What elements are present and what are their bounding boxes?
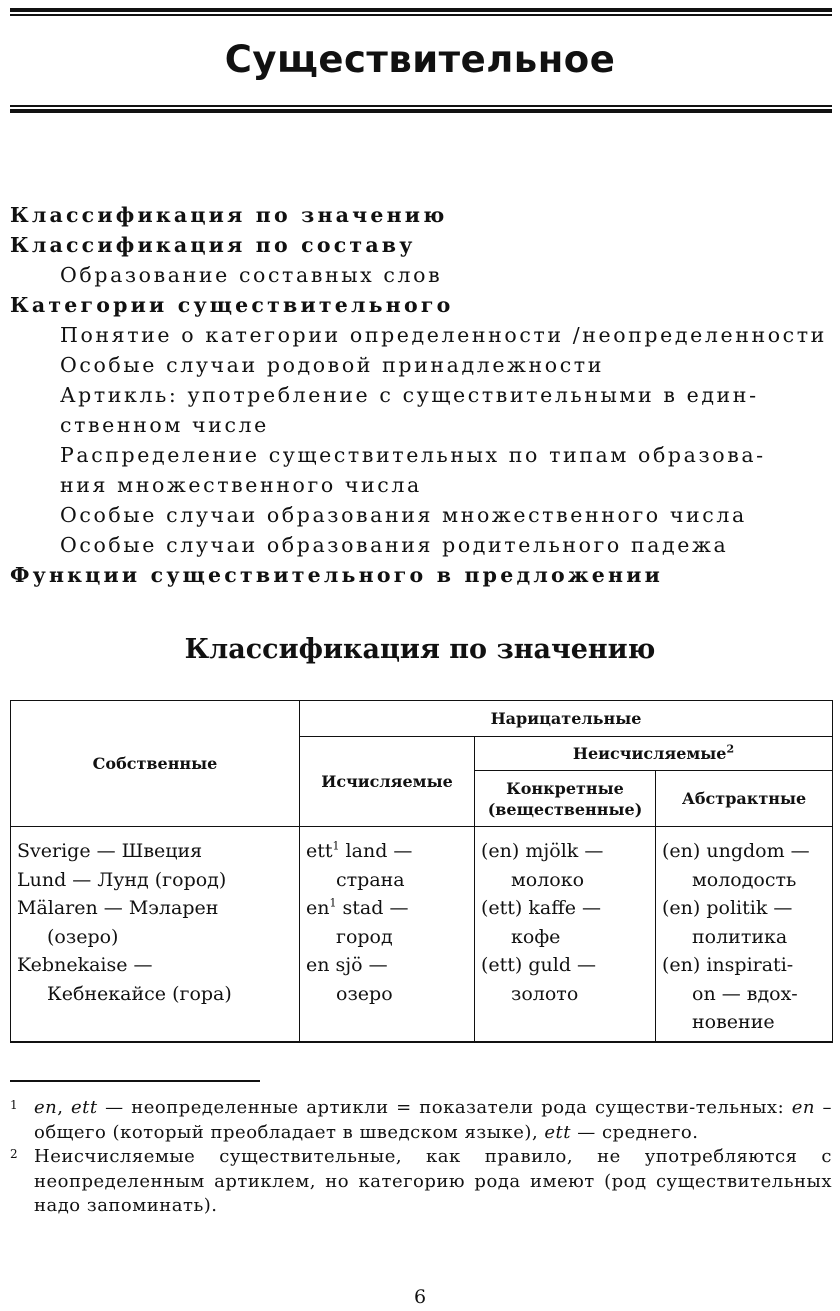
noun-entry-text: Mälaren — Мэларен (17, 897, 219, 919)
noun-entry-translation: кофе (511, 925, 561, 948)
noun-entry (662, 1008, 828, 1037)
noun-entry (306, 837, 470, 894)
countable-nouns-cell (300, 827, 475, 1042)
noun-entry (306, 951, 470, 1008)
article-en: en (34, 1097, 58, 1118)
noun-entry-translation: on — вдох- (692, 982, 798, 1005)
noun-entry-translation: политика (692, 925, 788, 948)
footnote-text: Неисчисляемые существительные, как правило, не употребляются с неопределенным артиклем, но категорию рода имеют (род существительных надо запоминать). (34, 1146, 832, 1216)
noun-entry-translation: озеро (336, 982, 393, 1005)
footnote-text: — среднего. (571, 1121, 699, 1143)
toc-item: Классификация по значению (10, 203, 448, 227)
top-rule-thick (10, 8, 832, 12)
noun-entry (17, 894, 295, 951)
noun-entry (17, 866, 295, 895)
title-rule-thin (10, 105, 832, 107)
toc-item: Особые случаи родовой принадлежности (60, 353, 605, 377)
footnotes (10, 1096, 832, 1219)
noun-entry-text: Sverige — Швеция (17, 840, 203, 862)
proper-nouns-cell (11, 827, 300, 1042)
chapter-title: Существительное (224, 38, 616, 81)
toc-item: Классификация по составу (10, 233, 416, 257)
table-of-contents (10, 200, 832, 590)
noun-entry-text: (en) inspirati- (662, 954, 794, 976)
footnote-rule (10, 1080, 260, 1082)
footnote-text: – общего (который преобладает в шведском языке), (34, 1097, 832, 1143)
noun-entry-text: ett (306, 840, 333, 862)
toc-item: Образование составных слов (60, 263, 443, 287)
noun-entry (481, 837, 651, 894)
noun-entry-translation: Кебнекайсе (гора) (47, 982, 232, 1005)
top-rule-thin (10, 14, 832, 16)
noun-entry (662, 951, 828, 1008)
footnote-text: — неопределенные артикли = показатели рода существи-тельных: (97, 1097, 792, 1118)
footnote-number: 1 (10, 1098, 19, 1112)
noun-entry (17, 837, 295, 866)
noun-entry-text: en sjö — (306, 954, 388, 976)
toc-item: Распределение существительных по типам образова- (60, 443, 766, 467)
toc-item: ственном числе (60, 413, 269, 437)
toc-item: Понятие о категории определенности /неопределенности (60, 323, 827, 347)
footnote-1 (10, 1096, 832, 1145)
noun-entry-text: Lund — Лунд (город) (17, 868, 227, 891)
footnote-2 (10, 1145, 832, 1219)
noun-entry-translation: город (336, 925, 393, 948)
toc-item: Особые случаи образования родительного падежа (60, 533, 729, 557)
noun-entry-text: stad — (336, 897, 409, 919)
toc-item: Категории существительного (10, 293, 454, 317)
noun-entry-translation: молоко (511, 868, 585, 891)
section-title: Классификация по значению (184, 634, 656, 665)
noun-entry-text: (en) politik — (662, 897, 793, 919)
footnote-ref: 1 (332, 839, 340, 853)
noun-entry-text: Kebnekaise — (17, 954, 153, 976)
footnote-number: 2 (10, 1147, 19, 1161)
abstract-nouns-cell (656, 827, 833, 1042)
noun-entry-translation: (озеро) (47, 925, 119, 948)
toc-item: Особые случаи образования множественного числа (60, 503, 747, 527)
noun-entry-translation: страна (336, 868, 405, 891)
page-number: 6 (413, 1286, 427, 1308)
header-uncountable (475, 737, 833, 771)
concrete-nouns-cell (475, 827, 656, 1042)
toc-item: Артикль: употребление с существительными в един- (60, 383, 759, 407)
noun-entry (17, 951, 295, 1008)
toc-item: ния множественного числа (60, 473, 422, 497)
noun-entry-text: (en) ungdom — (662, 840, 810, 862)
noun-entry-translation: молодость (692, 868, 797, 891)
noun-entry-text: en (306, 897, 330, 919)
noun-entry-text: (ett) guld — (481, 954, 597, 976)
header-proper: Собственные (11, 701, 300, 827)
noun-entry-translation: золото (511, 982, 579, 1005)
toc-item: Функции существительного в предложении (10, 563, 664, 587)
footnote-ref: 1 (329, 896, 337, 910)
header-uncountable-label: Неисчисляемые (572, 744, 727, 763)
header-abstract: Абстрактные (656, 771, 833, 827)
footnote-ref: 2 (726, 742, 735, 756)
noun-entry-text: (ett) kaffe — (481, 897, 602, 919)
noun-entry-text: (en) mjölk — (481, 840, 604, 862)
classification-table (10, 700, 833, 1043)
noun-entry (662, 894, 828, 951)
footnote-text: , (57, 1097, 72, 1118)
article-ett: ett (544, 1121, 572, 1143)
noun-entry (481, 951, 651, 1008)
article-en: en (791, 1097, 815, 1118)
title-rule-thick (10, 109, 832, 113)
noun-entry (306, 894, 470, 951)
noun-entry-text: land — (339, 840, 413, 862)
header-countable: Исчисляемые (300, 737, 475, 827)
header-common: Нарицательные (300, 701, 833, 737)
noun-entry (662, 837, 828, 894)
article-ett: ett (71, 1097, 98, 1118)
noun-entry-translation: новение (692, 1011, 775, 1033)
noun-entry (481, 894, 651, 951)
header-concrete: Конкретные (вещественные) (475, 771, 656, 827)
